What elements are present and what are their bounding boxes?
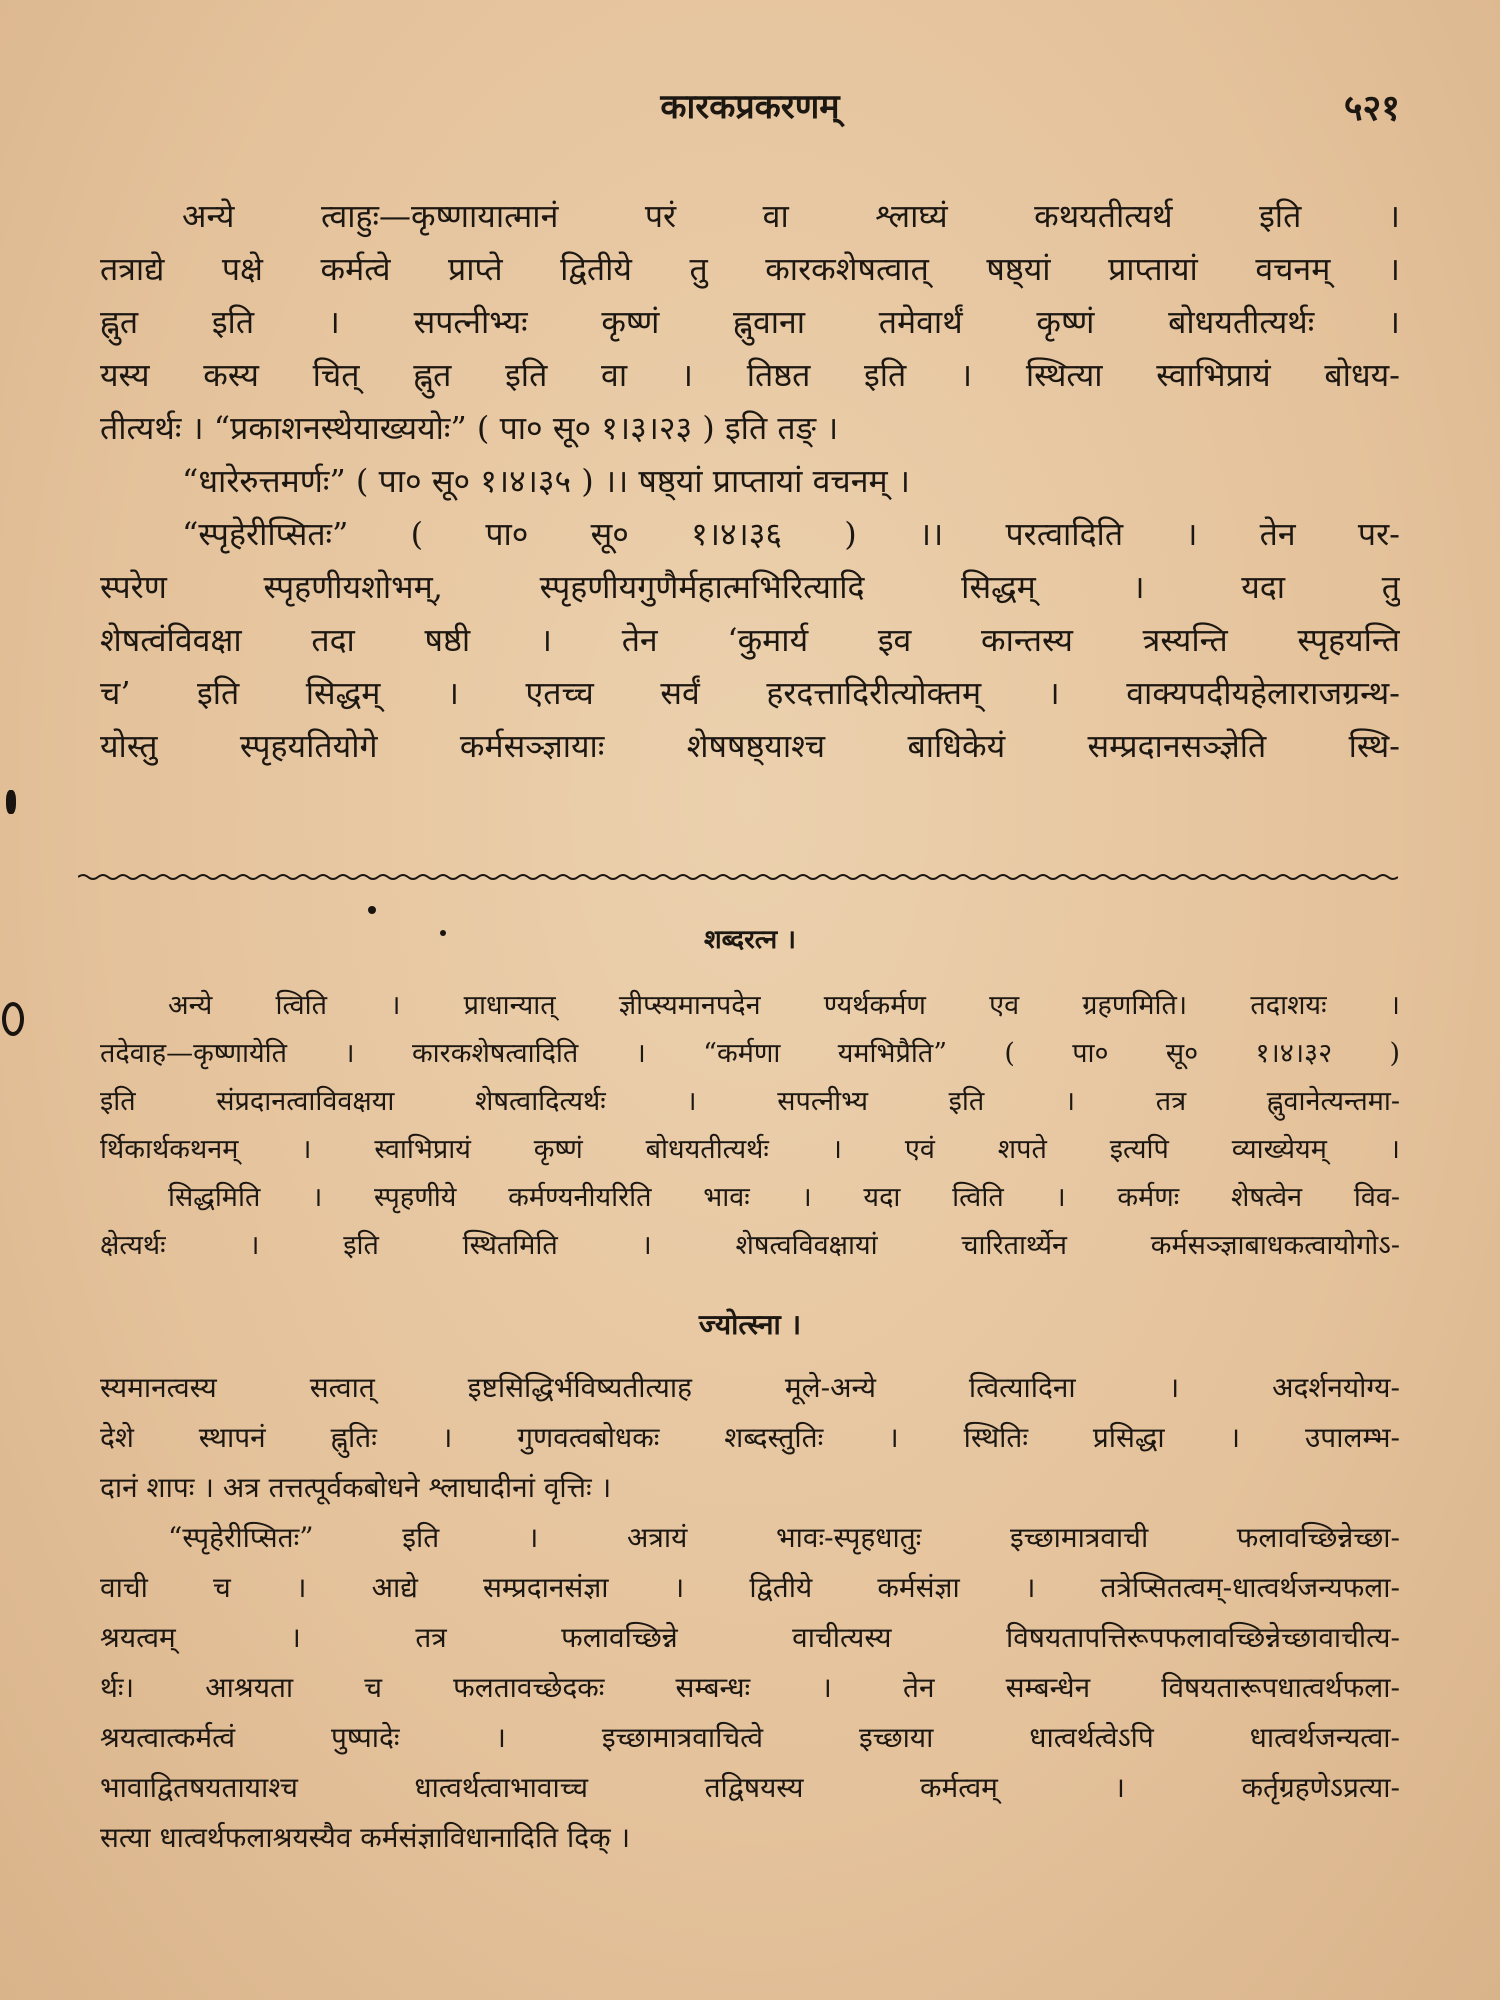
main-line: च’ इति सिद्धम् । एतच्च सर्वं हरदत्तादिरीत्योक्तम् । वाक्यपदीयहेलाराजग्रन्थ-	[100, 674, 1400, 712]
main-line: तत्राद्ये पक्षे कर्मत्वे प्राप्ते द्वितीये तु कारकशेषत्वात् षष्ठ्यां प्राप्तायां वचनम् ।	[100, 250, 1400, 288]
main-line: ह्नुत इति । सपत्नीभ्यः कृष्णं ह्नुवाना तमेवार्थं कृष्णं बोधयतीत्यर्थः ।	[100, 303, 1400, 341]
jyotsna-line: श्रयत्वम् । तत्र फलावच्छिन्ने वाचीत्यस्य विषयतापत्तिरूपफलावच्छिन्नेच्छावाचीत्य-	[100, 1621, 1400, 1654]
main-line: योस्तु स्पृहयतियोगे कर्मसञ्ज्ञायाः शेषषष्ठ्याश्च बाधिकेयं सम्प्रदानसञ्ज्ञेति स्थि-	[100, 727, 1400, 765]
commentary-line: इति संप्रदानत्वाविवक्षया शेषत्वादित्यर्थः । सपत्नीभ्य इति । तत्र ह्नुवानेत्यन्तमा-	[100, 1086, 1400, 1117]
jyotsna-line: भावाद्वितषयतायाश्च धात्वर्थत्वाभावाच्च तद्विषयस्य कर्मत्वम् । कर्तृग्रहणेऽप्रत्या-	[100, 1771, 1400, 1804]
jyotsna-title: ज्योत्स्ना ।	[698, 1308, 802, 1341]
ink-spot	[2, 1002, 24, 1036]
commentary-line: तदेवाह—कृष्णायेति । कारकशेषत्वादिति । “कर्मणा यमभिप्रैति” ( पा० सू० १।४।३२ )	[100, 1038, 1400, 1069]
ink-spot	[6, 790, 16, 814]
commentary-line: सिद्धमिति । स्पृहणीये कर्मण्यनीयरिति भावः । यदा त्विति । कर्मणः शेषत्वेन विव-	[168, 1182, 1400, 1213]
wavy-divider	[78, 872, 1398, 882]
ink-spot	[440, 930, 446, 936]
main-line: स्परेण स्पृहणीयशोभम्, स्पृहणीयगुणैर्महात्मभिरित्यादि सिद्धम् । यदा तु	[100, 568, 1400, 606]
ink-spot	[368, 906, 376, 914]
main-line: तीत्यर्थः । “प्रकाशनस्थेयाख्ययोः” ( पा० सू० १।३।२३ ) इति तङ् ।	[100, 409, 839, 447]
jyotsna-line: र्थः। आश्रयता च फलतावच्छेदकः सम्बन्धः । तेन सम्बन्धेन विषयतारूपधात्वर्थफला-	[100, 1671, 1400, 1704]
commentary-title: शब्दरत्न ।	[703, 925, 797, 955]
jyotsna-text	[100, 1363, 1400, 1863]
commentary-line: र्थिकार्थकथनम् । स्वाभिप्रायं कृष्णं बोधयतीत्यर्थः । एवं शपते इत्यपि व्याख्येयम् ।	[100, 1134, 1400, 1165]
main-line: अन्ये त्वाहुः—कृष्णायात्मानं परं वा श्लाघ्यं कथयतीत्यर्थ इति ।	[182, 197, 1400, 235]
commentary-line: क्षेत्यर्थः । इति स्थितमिति । शेषत्वविवक्षायां चारितार्थ्येन कर्मसञ्ज्ञाबाधकत्वायोगोऽ-	[100, 1230, 1400, 1261]
page-header	[100, 82, 1400, 132]
main-text	[100, 190, 1400, 773]
jyotsna-line: स्यमानत्वस्य सत्वात् इष्टसिद्धिर्भविष्यतीत्याह मूले-अन्ये त्वित्यादिना । अदर्शनयोग्य-	[100, 1371, 1400, 1404]
main-line: “स्पृहेरीप्सितः” ( पा० सू० १।४।३६ ) ।। परत्वादिति । तेन पर-	[182, 515, 1400, 553]
main-line: “धारेरुत्तमर्णः” ( पा० सू० १।४।३५ ) ।। षष्ठ्यां प्राप्तायां वचनम् ।	[182, 462, 910, 500]
jyotsna-line: सत्या धात्वर्थफलाश्रयस्यैव कर्मसंज्ञाविधानादिति दिक् ।	[100, 1821, 631, 1854]
jyotsna-line: श्रयत्वात्कर्मत्वं पुष्पादेः । इच्छामात्रवाचित्वे इच्छाया धात्वर्थत्वेऽपि धात्वर्थजन्यत्वा-	[100, 1721, 1400, 1754]
page-number: ५२१	[1343, 87, 1400, 129]
main-line: शेषत्वंविवक्षा तदा षष्ठी । तेन ‘कुमार्य इव कान्तस्य त्रस्यन्ति स्पृहयन्ति	[100, 621, 1400, 659]
commentary-line: अन्ये त्विति । प्राधान्यात् ज्ञीप्स्यमानपदेन ण्यर्थकर्मण एव ग्रहणमिति। तदाशयः ।	[168, 990, 1400, 1021]
main-line: यस्य कस्य चित् ह्नुत इति वा । तिष्ठत इति । स्थित्या स्वाभिप्रायं बोधय-	[100, 356, 1400, 394]
running-title: कारकप्रकरणम्	[660, 87, 840, 127]
commentary-text	[100, 982, 1400, 1270]
jyotsna-line: देशे स्थापनं ह्नुतिः । गुणवत्वबोधकः शब्दस्तुतिः । स्थितिः प्रसिद्धा । उपालम्भ-	[100, 1421, 1400, 1454]
jyotsna-line: “स्पृहेरीप्सितः” इति । अत्रायं भावः-स्पृहधातुः इच्छामात्रवाची फलावच्छिन्नेच्छा-	[168, 1521, 1400, 1554]
jyotsna-line: वाची च । आद्ये सम्प्रदानसंज्ञा । द्वितीये कर्मसंज्ञा । तत्रेप्सितत्वम्-धात्वर्थजन्यफला-	[100, 1571, 1400, 1604]
jyotsna-line: दानं शापः । अत्र तत्तत्पूर्वकबोधने श्लाघादीनां वृत्तिः ।	[100, 1471, 612, 1504]
